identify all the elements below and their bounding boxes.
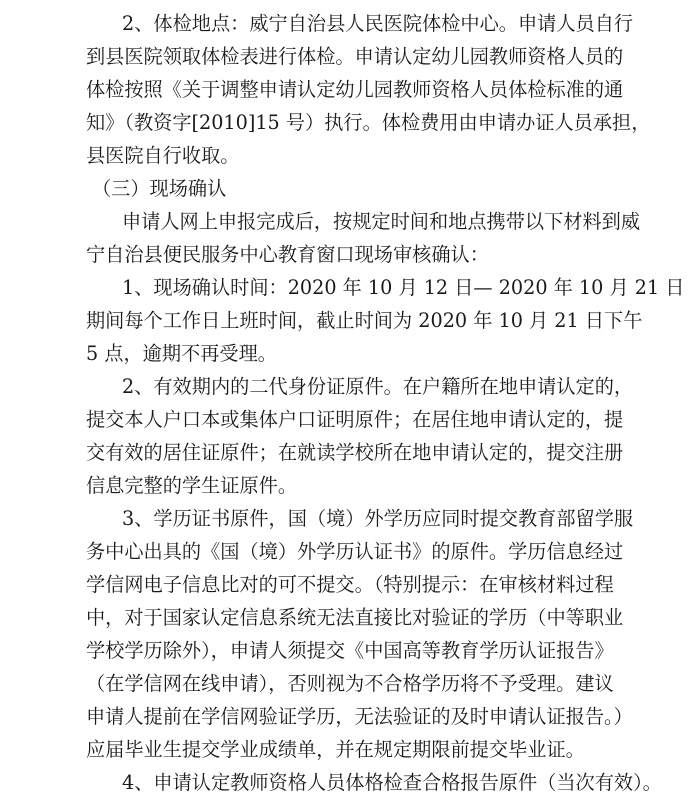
text-line (0, 502, 688, 536)
text-line (0, 271, 688, 305)
section-heading (0, 172, 688, 206)
line-text: 到县医院领取体检表进行体检。申请认定幼儿园教师资格人员的 (86, 45, 624, 68)
line-text: 知》（教资字[2010]15 号）执行。体检费用由申请办证人员承担， (86, 111, 651, 134)
text-line (0, 601, 688, 635)
text-line (0, 568, 688, 602)
section-heading-text: （三）现场确认 (92, 177, 227, 200)
text-line (0, 403, 688, 437)
line-text: 学校学历除外），申请人须提交《中国高等教育学历认证报告》 (86, 639, 614, 662)
text-line (0, 370, 688, 404)
line-text: 学信网电子信息比对的可不提交。（特别提示：在审核材料过程 (86, 573, 614, 596)
text-line (0, 304, 688, 338)
line-text: 期间每个工作日上班时间，截止时间为 2020 年 10 月 21 日下午 (86, 309, 643, 332)
line-text: 应届毕业生提交学业成绩单，并在规定期限前提交毕业证。 (86, 738, 585, 761)
text-line (0, 337, 688, 371)
text-line (0, 667, 688, 701)
text-line (0, 766, 688, 800)
line-text: 宁自治县便民服务中心教育窗口现场审核确认： (86, 243, 489, 266)
line-text: 县医院自行收取。 (86, 144, 240, 167)
line-text: 3、学历证书原件，国（境）外学历应同时提交教育部留学服 (122, 507, 634, 530)
text-line (0, 700, 688, 734)
line-text: 1、现场确认时间：2020 年 10 月 12 日— 2020 年 10 月 21 日 (122, 276, 685, 299)
line-text: 申请人提前在学信网验证学历，无法验证的及时申请认证报告。） (86, 705, 633, 728)
line-text: 交有效的居住证原件；在就读学校所在地申请认定的，提交注册 (86, 441, 624, 464)
line-text: 2、体检地点：威宁自治县人民医院体检中心。申请人员自行 (122, 12, 634, 35)
text-line (0, 634, 688, 668)
line-text: 务中心出具的《国（境）外学历认证书》的原件。学历信息经过 (86, 540, 624, 563)
line-text: 体检按照《关于调整申请认定幼儿园教师资格人员体检标准的通 (86, 78, 624, 101)
line-text: 中，对于国家认定信息系统无法直接比对验证的学历（中等职业 (86, 606, 624, 629)
text-line (0, 73, 688, 107)
text-line (0, 106, 688, 140)
text-line (0, 469, 688, 503)
text-line (0, 40, 688, 74)
text-line (0, 205, 688, 239)
text-line (0, 238, 688, 272)
text-line (0, 535, 688, 569)
line-text: 5 点，逾期不再受理。 (86, 342, 277, 365)
line-text: 信息完整的学生证原件。 (86, 474, 298, 497)
text-line (0, 733, 688, 767)
text-line (0, 436, 688, 470)
line-text: 提交本人户口本或集体户口证明原件；在居住地申请认定的，提 (86, 408, 624, 431)
line-text: 申请人网上申报完成后，按规定时间和地点携带以下材料到威 (122, 210, 641, 233)
text-line (0, 139, 688, 173)
line-text: （在学信网在线申请），否则视为不合格学历将不予受理。建议 (86, 672, 614, 695)
text-line (0, 7, 688, 41)
line-text: 2、有效期内的二代身份证原件。在户籍所在地申请认定的， (122, 375, 634, 398)
line-text: 4、申请认定教师资格人员体格检查合格报告原件（当次有效）。 (122, 771, 662, 794)
